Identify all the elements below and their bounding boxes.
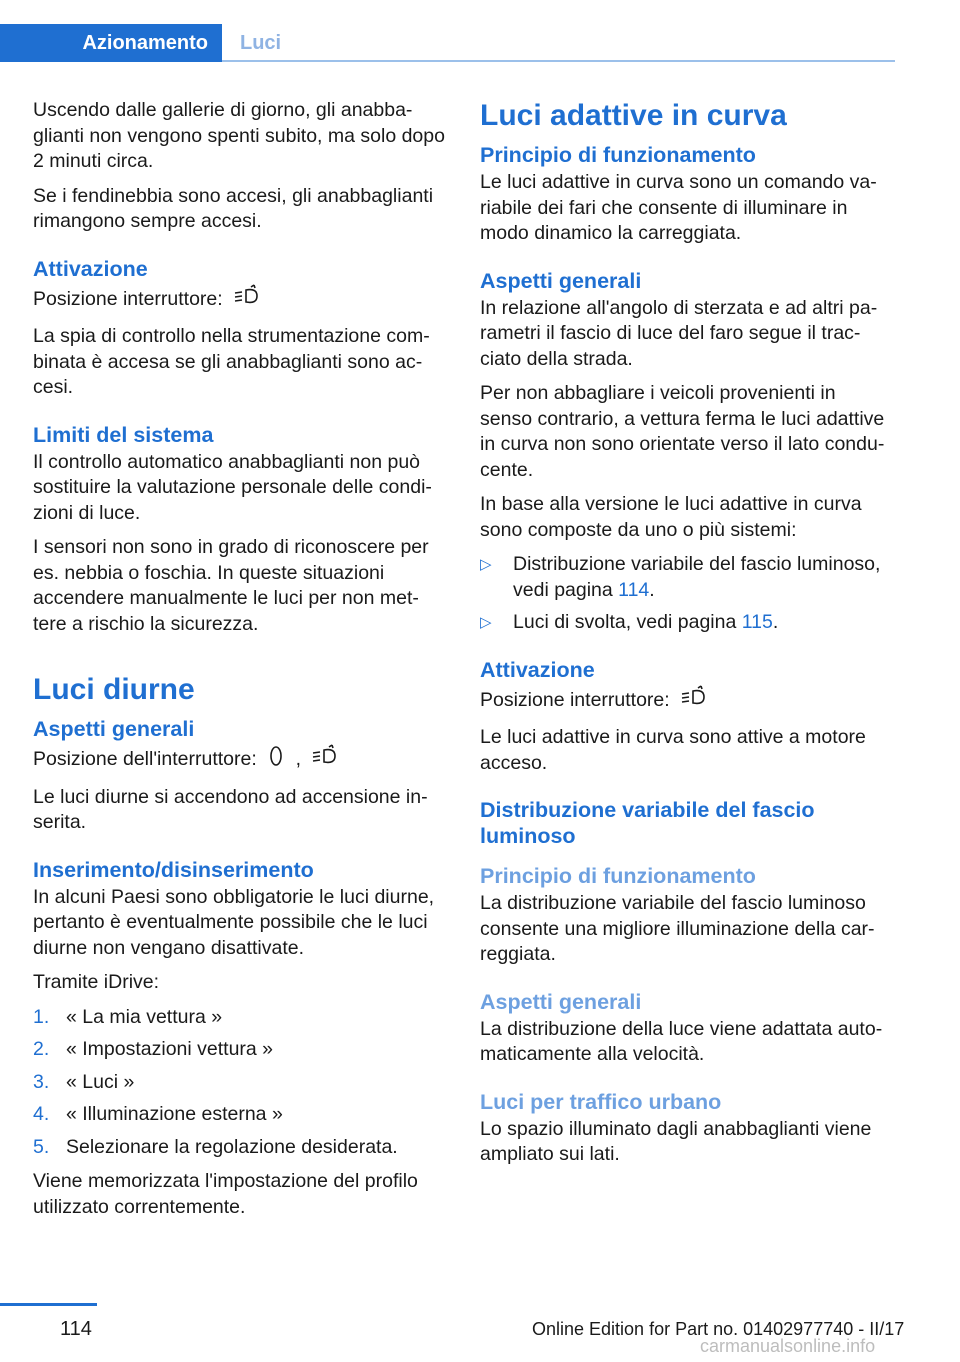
principio2-paragraph: La distribuzione variabile del fascio luminoso consente una migliore illuminazione della car‐ reggiata.: [480, 892, 875, 965]
idrive-steps: [33, 1005, 445, 1161]
adattive-attivazione-heading: Attivazione: [480, 657, 595, 682]
page-header: [0, 24, 895, 62]
diurne-switch-label: Posizione dell'interruttore:: [33, 747, 257, 770]
list-item: 4. « Illuminazione esterna »: [33, 1103, 283, 1125]
attivazione-heading: Attivazione: [33, 256, 148, 281]
tab-luci[interactable]: Luci: [240, 31, 282, 54]
tunnel-paragraph: Uscendo dalle gallerie di giorno, gli anabba‐ glianti non vengono spenti subito, ma solo dopo 2 minuti circa.: [33, 99, 445, 172]
luci-diurne-heading: Luci diurne: [33, 673, 195, 706]
limiti-paragraph-2: I sensori non sono in grado di riconoscere per es. nebbia o foschia. In queste situazioni accendere manualmente le luci per non met‐ tere a rischio la sicurezza.: [33, 536, 429, 635]
tramite-label: Tramite iDrive:: [33, 971, 160, 993]
triangle-bullet-icon: ▷: [480, 614, 492, 631]
inserimento-paragraph: In alcuni Paesi sono obbligatorie le luci diurne, pertanto è eventualmente possibile che le luci diurne non vengano disattivate.: [33, 885, 435, 959]
auto-headlight-icon: [679, 685, 709, 717]
right-column: [480, 98, 892, 1177]
list-item: ▷ Distribuzione variabile del fascio luminoso, vedi pagina 114.: [480, 553, 881, 601]
diurne-text: Le luci diurne si accendono ad accensione in‐ serita.: [33, 785, 428, 833]
icon-separator: ,: [295, 747, 302, 770]
page-link-115[interactable]: 115: [741, 611, 773, 633]
memo-paragraph: Viene memorizzata l'impostazione del profilo utilizzato correntemente.: [33, 1170, 418, 1218]
distribuzione-heading: Distribuzione variabile del fascio luminoso: [480, 798, 815, 848]
daytime-light-icon: [266, 744, 286, 776]
tab-azionamento[interactable]: Azionamento: [0, 24, 222, 62]
watermark-text: carmanualsonline.info: [700, 1336, 876, 1356]
fog-paragraph: Se i fendinebbia sono accesi, gli anabbaglianti rimangono sempre accesi.: [33, 184, 434, 232]
aspetti-paragraph-2: Per non abbagliare i veicoli provenienti in senso contrario, a vettura ferma le luci adattive in curva non sono orientate verso il lato condu‐ cente.: [480, 382, 885, 481]
limiti-paragraph-1: Il controllo automatico anabbaglianti non può sostituire la valutazione personale delle condi‐ zioni di luce.: [33, 450, 432, 524]
principio-heading: Principio di funzionamento: [480, 143, 756, 167]
aspetti-paragraph-3: In base alla versione le luci adattive in curva sono composte da uno o più sistemi:: [480, 493, 862, 541]
auto-headlight-icon: [232, 284, 262, 316]
triangle-bullet-icon: ▷: [480, 556, 492, 573]
adattive-aspetti-heading: Aspetti generali: [480, 268, 642, 293]
adattive-active-paragraph: Le luci adattive in curva sono attive a motore acceso.: [480, 726, 866, 774]
list-item: ▷ Luci di svolta, vedi pagina 115.: [480, 610, 892, 636]
diurne-switch-line: [33, 744, 445, 776]
adattive-switch-line: [480, 685, 892, 717]
aspetti2-paragraph: La distribuzione della luce viene adattata auto‐ maticamente alla velocità.: [480, 1017, 883, 1065]
adattive-switch-label: Posizione interruttore:: [480, 688, 670, 711]
list-item: 5. Selezionare la regolazione desiderata.: [33, 1135, 398, 1158]
edition-label: Online Edition for Part no. 01402977740 - II/17: [532, 1319, 905, 1339]
systems-list: [480, 552, 892, 636]
luci-adattive-heading: Luci adattive in curva: [480, 99, 787, 132]
page-link-114[interactable]: 114: [618, 578, 650, 601]
urbano-heading: Luci per traffico urbano: [480, 1089, 722, 1114]
urbano-paragraph: Lo spazio illuminato dagli anabbaglianti viene ampliato sui lati.: [480, 1117, 872, 1165]
limiti-heading: Limiti del sistema: [33, 422, 214, 447]
list-item: 2. « Impostazioni vettura »: [33, 1038, 274, 1060]
principio-paragraph: Le luci adattive in curva sono un comando va‐ riabile dei fari che consente di illuminare in modo dinamico la carreggiata.: [480, 171, 877, 244]
diurne-aspetti-heading: Aspetti generali: [33, 717, 195, 741]
switch-position-label: Posizione interruttore:: [33, 287, 223, 310]
header-divider: [222, 60, 895, 62]
page-number: 114: [60, 1318, 92, 1340]
list-item: 1. « La mia vettura »: [33, 1005, 223, 1028]
auto-headlight-icon: [310, 744, 340, 776]
switch-position-line: [33, 284, 445, 316]
principio2-heading: Principio di funzionamento: [480, 864, 756, 888]
inserimento-heading: Inserimento/disinserimento: [33, 857, 314, 882]
left-column: [33, 98, 445, 1229]
footer-divider: [0, 1303, 97, 1306]
aspetti-paragraph-1: In relazione all'angolo di sterzata e ad altri pa‐ rametri il fascio di luce del faro segue il trac‐ ciato della strada.: [480, 296, 878, 370]
control-light-paragraph: La spia di controllo nella strumentazione com‐ binata è accesa se gli anabbaglianti sono ac‐ cesi.: [33, 325, 430, 398]
list-item: 3. « Luci »: [33, 1070, 135, 1093]
aspetti2-heading: Aspetti generali: [480, 989, 642, 1014]
